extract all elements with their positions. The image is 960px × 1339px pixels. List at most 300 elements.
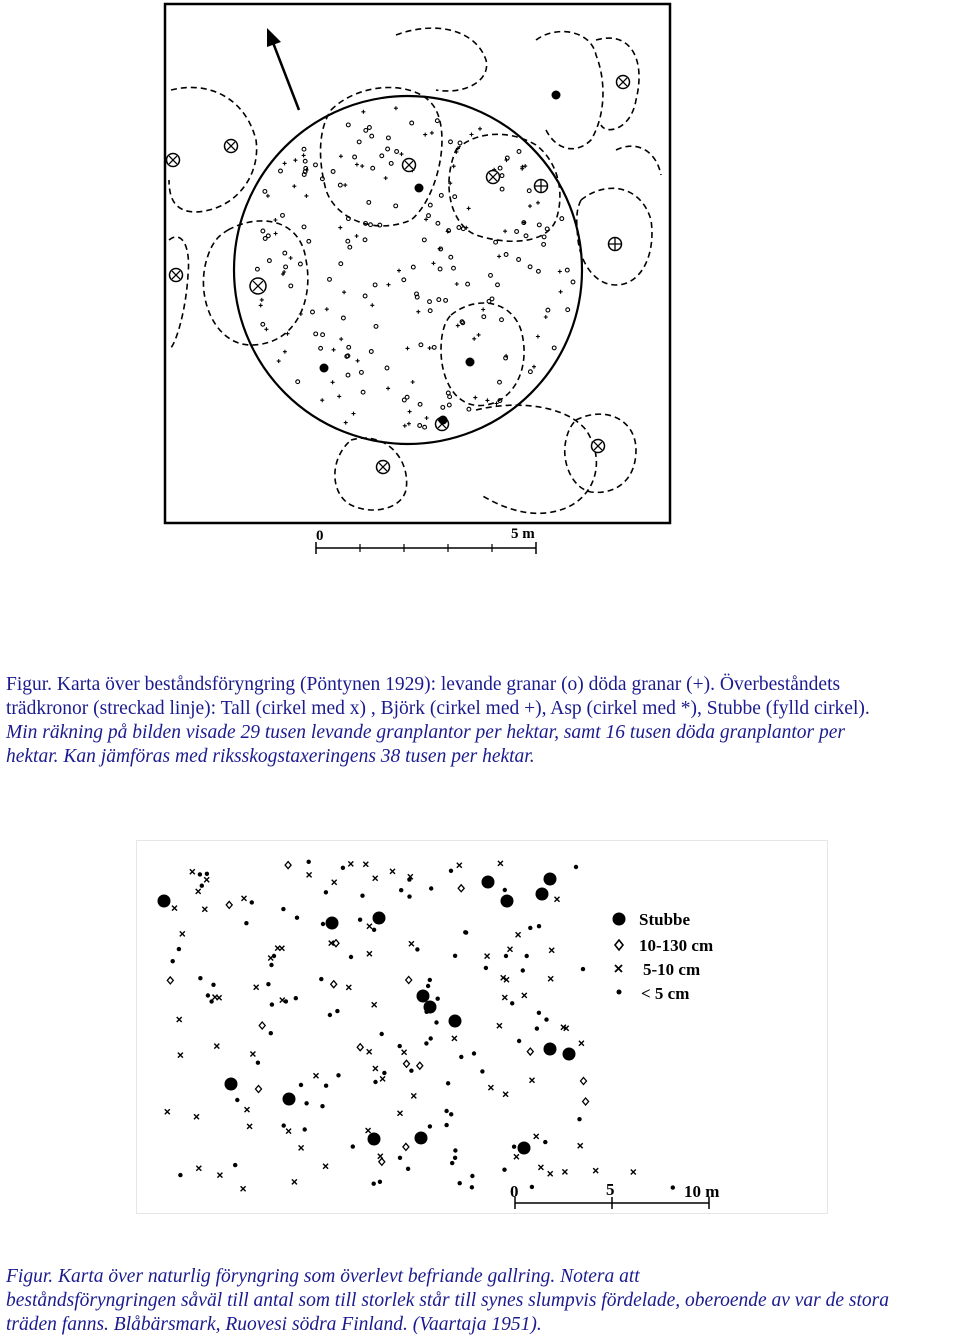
large-tree-marker bbox=[331, 981, 337, 988]
medium-tree-marker bbox=[562, 1169, 567, 1174]
living-spruce-marker bbox=[296, 380, 300, 384]
living-spruce-marker bbox=[302, 225, 306, 229]
living-spruce-marker bbox=[565, 268, 569, 272]
living-spruce-marker bbox=[314, 163, 318, 167]
small-tree-marker bbox=[358, 918, 362, 922]
stump-marker bbox=[563, 1048, 576, 1061]
medium-tree-marker bbox=[367, 924, 372, 929]
living-spruce-marker bbox=[338, 183, 342, 187]
small-tree-marker bbox=[472, 1051, 476, 1055]
dead-spruce-marker bbox=[430, 131, 434, 135]
medium-tree-marker bbox=[314, 1073, 319, 1078]
dead-spruce-marker bbox=[344, 421, 348, 425]
medium-tree-marker bbox=[390, 869, 395, 874]
stump-marker bbox=[482, 876, 495, 889]
small-tree-marker bbox=[409, 1069, 413, 1073]
dead-spruce-marker bbox=[259, 303, 263, 307]
living-spruce-marker bbox=[373, 283, 377, 287]
living-spruce-marker bbox=[500, 174, 504, 178]
medium-tree-marker bbox=[165, 1109, 170, 1114]
medium-tree-marker bbox=[578, 1143, 583, 1148]
living-spruce-marker bbox=[311, 310, 315, 314]
small-tree-marker bbox=[209, 999, 213, 1003]
dead-spruce-marker bbox=[361, 110, 365, 114]
small-tree-marker bbox=[453, 1148, 457, 1152]
living-spruce-marker bbox=[283, 251, 287, 255]
large-tree-marker bbox=[256, 1086, 262, 1093]
living-spruce-marker bbox=[307, 239, 311, 243]
small-tree-marker bbox=[328, 1013, 332, 1017]
living-spruce-marker bbox=[436, 221, 440, 225]
large-tree-marker bbox=[403, 1143, 409, 1150]
living-spruce-marker bbox=[439, 194, 443, 198]
dead-spruce-marker bbox=[356, 359, 360, 363]
medium-tree-marker bbox=[242, 896, 247, 901]
small-tree-marker bbox=[171, 959, 175, 963]
medium-tree-marker bbox=[516, 932, 521, 937]
small-tree-marker bbox=[250, 900, 254, 904]
legend-stump-icon bbox=[613, 913, 626, 926]
medium-tree-marker bbox=[367, 951, 372, 956]
legend-stump-label: Stubbe bbox=[639, 910, 691, 929]
medium-tree-marker bbox=[508, 947, 513, 952]
medium-tree-marker bbox=[286, 1129, 291, 1134]
medium-tree-marker bbox=[549, 948, 554, 953]
living-spruce-marker bbox=[419, 343, 423, 347]
small-tree-marker bbox=[446, 1081, 450, 1085]
living-spruce-marker bbox=[261, 322, 265, 326]
living-spruce-marker bbox=[449, 140, 453, 144]
dead-spruce-marker bbox=[423, 133, 427, 137]
legend-medium-icon bbox=[615, 965, 622, 972]
living-spruce-marker bbox=[363, 238, 367, 242]
small-tree-marker bbox=[453, 954, 457, 958]
living-spruce-marker bbox=[386, 147, 390, 151]
medium-tree-marker bbox=[488, 1085, 493, 1090]
small-tree-marker bbox=[537, 1011, 541, 1015]
medium-tree-marker bbox=[307, 872, 312, 877]
large-tree-marker bbox=[259, 1022, 265, 1029]
dead-spruce-marker bbox=[352, 412, 356, 416]
natural-regeneration-map bbox=[137, 841, 827, 1213]
living-spruce-marker bbox=[566, 308, 570, 312]
living-spruce-marker bbox=[545, 227, 549, 231]
scale2-end-label: 10 m bbox=[684, 1182, 720, 1201]
regeneration-map bbox=[136, 0, 704, 562]
living-spruce-marker bbox=[387, 136, 391, 140]
stump-marker bbox=[552, 91, 561, 100]
medium-tree-marker bbox=[367, 1049, 372, 1054]
living-spruce-marker bbox=[385, 366, 389, 370]
small-tree-marker bbox=[521, 968, 525, 972]
small-tree-marker bbox=[504, 954, 508, 958]
living-spruce-marker bbox=[422, 238, 426, 242]
scale-start-label: 0 bbox=[316, 528, 324, 544]
small-tree-marker bbox=[282, 1123, 286, 1127]
dead-spruce-marker bbox=[477, 333, 481, 337]
dead-spruce-marker bbox=[536, 335, 540, 339]
living-spruce-marker bbox=[537, 223, 541, 227]
small-tree-marker bbox=[407, 894, 411, 898]
stump-marker bbox=[424, 1001, 437, 1014]
small-tree-marker bbox=[543, 1140, 547, 1144]
dead-spruce-marker bbox=[544, 315, 548, 319]
tree-markers bbox=[158, 860, 676, 1192]
living-spruce-marker bbox=[302, 147, 306, 151]
living-spruce-marker bbox=[347, 345, 351, 349]
living-spruce-marker bbox=[263, 237, 267, 241]
caption1-line4: hektar. Kan jämföras med riksskogstaxeringens 38 tusen per hektar. bbox=[6, 746, 535, 767]
legend-small-icon bbox=[617, 990, 622, 995]
living-spruce-marker bbox=[517, 258, 521, 262]
dead-spruce-marker bbox=[331, 380, 335, 384]
sample-plot-circle bbox=[234, 96, 582, 444]
dead-spruce-marker bbox=[386, 386, 390, 390]
small-tree-marker bbox=[336, 1073, 340, 1077]
living-spruce-marker bbox=[498, 166, 502, 170]
small-tree-marker bbox=[266, 982, 270, 986]
large-tree-marker bbox=[167, 977, 173, 984]
small-tree-marker bbox=[382, 1071, 386, 1075]
living-spruce-marker bbox=[314, 332, 318, 336]
small-tree-marker bbox=[324, 890, 328, 894]
crown-outline bbox=[577, 188, 652, 285]
dead-spruce-marker bbox=[428, 346, 432, 350]
medium-tree-marker bbox=[593, 1168, 598, 1173]
living-spruce-marker bbox=[461, 227, 465, 231]
small-tree-marker bbox=[269, 963, 273, 967]
dead-spruce-marker bbox=[536, 201, 540, 205]
figure1-caption bbox=[6, 673, 954, 769]
dead-spruce-marker bbox=[260, 298, 264, 302]
living-spruce-marker bbox=[435, 119, 439, 123]
living-spruce-marker bbox=[256, 267, 260, 271]
crown-outline bbox=[565, 414, 636, 492]
living-spruce-marker bbox=[374, 325, 378, 329]
medium-tree-marker bbox=[217, 1173, 222, 1178]
dead-spruce-marker bbox=[339, 337, 343, 341]
small-tree-marker bbox=[270, 1002, 274, 1006]
small-tree-marker bbox=[399, 888, 403, 892]
dead-spruce-marker bbox=[559, 290, 563, 294]
living-spruce-marker bbox=[546, 308, 550, 312]
medium-tree-marker bbox=[254, 985, 259, 990]
living-spruce-marker bbox=[428, 309, 432, 313]
crown-outline bbox=[335, 438, 407, 510]
dead-spruce-marker bbox=[424, 217, 428, 221]
stump-marker bbox=[158, 895, 171, 908]
natural-regeneration-map-figure bbox=[136, 840, 828, 1214]
small-tree-marker bbox=[429, 1036, 433, 1040]
living-spruce-marker bbox=[263, 190, 267, 194]
dead-spruce-marker bbox=[302, 153, 306, 157]
legend-medium-label: 5-10 cm bbox=[643, 960, 701, 979]
small-tree-marker bbox=[380, 1032, 384, 1036]
medium-tree-marker bbox=[178, 1053, 183, 1058]
small-tree-marker bbox=[450, 1161, 454, 1165]
small-tree-marker bbox=[299, 1083, 303, 1087]
small-tree-marker bbox=[512, 1145, 516, 1149]
living-spruce-marker bbox=[339, 262, 343, 266]
small-tree-marker bbox=[577, 1117, 581, 1121]
stump-marker bbox=[501, 895, 514, 908]
large-tree-marker bbox=[581, 1078, 587, 1085]
medium-tree-marker bbox=[497, 1023, 502, 1028]
living-spruce-marker bbox=[394, 204, 398, 208]
living-spruce-marker bbox=[438, 267, 442, 271]
small-tree-marker bbox=[428, 1124, 432, 1128]
large-tree-marker bbox=[357, 1044, 363, 1051]
living-spruce-marker bbox=[517, 150, 521, 154]
small-tree-marker bbox=[244, 921, 248, 925]
living-spruce-marker bbox=[303, 159, 307, 163]
medium-tree-marker bbox=[247, 1124, 252, 1129]
medium-tree-marker bbox=[409, 941, 414, 946]
medium-tree-marker bbox=[498, 861, 503, 866]
medium-tree-marker bbox=[457, 863, 462, 868]
large-tree-marker bbox=[285, 862, 291, 869]
small-tree-marker bbox=[459, 1055, 463, 1059]
small-tree-marker bbox=[233, 1163, 237, 1167]
medium-tree-marker bbox=[579, 1041, 584, 1046]
small-tree-marker bbox=[429, 886, 433, 890]
crown-outline bbox=[321, 88, 442, 226]
scale2-mid-label: 5 bbox=[606, 1180, 615, 1199]
small-tree-marker bbox=[434, 1020, 438, 1024]
medium-tree-marker bbox=[522, 993, 527, 998]
small-tree-marker bbox=[537, 924, 541, 928]
living-spruce-marker bbox=[490, 297, 494, 301]
medium-tree-marker bbox=[514, 1154, 519, 1159]
small-tree-marker bbox=[525, 954, 529, 958]
dead-spruce-marker bbox=[478, 127, 482, 131]
dead-spruce-marker bbox=[338, 226, 342, 230]
small-tree-marker bbox=[372, 928, 376, 932]
living-spruce-marker bbox=[449, 255, 453, 259]
living-spruce-marker bbox=[402, 398, 406, 402]
stump-marker bbox=[544, 873, 557, 886]
living-spruce-marker bbox=[402, 278, 406, 282]
medium-tree-marker bbox=[241, 1186, 246, 1191]
living-spruce-marker bbox=[446, 391, 450, 395]
dead-spruce-marker bbox=[277, 359, 281, 363]
medium-tree-marker bbox=[380, 1076, 385, 1081]
dead-spruce-marker bbox=[299, 312, 303, 316]
stump-marker bbox=[449, 1015, 462, 1028]
medium-tree-marker bbox=[196, 889, 201, 894]
dead-spruce-marker bbox=[286, 332, 290, 336]
dead-spruce-marker bbox=[304, 194, 308, 198]
dead-spruce-marker bbox=[400, 152, 404, 156]
living-spruce-marker bbox=[418, 424, 422, 428]
stump-marker bbox=[415, 184, 424, 193]
small-tree-marker bbox=[671, 1185, 675, 1189]
medium-tree-marker bbox=[548, 1171, 553, 1176]
dead-spruce-marker bbox=[342, 290, 346, 294]
living-spruce-marker bbox=[369, 223, 373, 227]
living-spruce-marker bbox=[423, 425, 427, 429]
medium-tree-marker bbox=[245, 1107, 250, 1112]
small-tree-marker bbox=[269, 1031, 273, 1035]
dead-spruce-marker bbox=[332, 348, 336, 352]
crown-outline bbox=[169, 237, 189, 350]
dead-spruce-marker bbox=[558, 270, 562, 274]
dead-spruce-marker bbox=[452, 164, 456, 168]
small-tree-marker bbox=[424, 1041, 428, 1045]
small-tree-marker bbox=[458, 1181, 462, 1185]
small-tree-marker bbox=[444, 1109, 448, 1113]
stump-marker bbox=[320, 364, 329, 373]
medium-tree-marker bbox=[348, 861, 353, 866]
dead-spruce-marker bbox=[289, 256, 293, 260]
small-tree-marker bbox=[324, 1084, 328, 1088]
small-tree-marker bbox=[503, 888, 507, 892]
crown-outline bbox=[536, 32, 603, 149]
living-spruce-marker bbox=[279, 169, 283, 173]
living-spruce-marker bbox=[428, 300, 432, 304]
dead-spruce-marker bbox=[528, 204, 532, 208]
medium-tree-marker bbox=[180, 931, 185, 936]
stump-marker bbox=[544, 1043, 557, 1056]
living-spruce-marker bbox=[299, 262, 303, 266]
medium-tree-marker bbox=[363, 862, 368, 867]
living-spruce-marker bbox=[371, 166, 375, 170]
stump-marker bbox=[326, 917, 339, 930]
living-spruce-marker bbox=[457, 226, 461, 230]
crown-outlines bbox=[169, 28, 661, 513]
small-tree-marker bbox=[281, 907, 285, 911]
living-spruce-marker bbox=[432, 346, 436, 350]
medium-tree-marker bbox=[411, 1093, 416, 1098]
small-tree-marker bbox=[398, 1044, 402, 1048]
dead-spruce-marker bbox=[337, 394, 341, 398]
medium-tree-marker bbox=[631, 1170, 636, 1175]
stump-marker bbox=[417, 990, 430, 1003]
small-tree-marker bbox=[484, 966, 488, 970]
small-tree-marker bbox=[449, 1112, 453, 1116]
small-tree-marker bbox=[378, 1180, 382, 1184]
small-tree-marker bbox=[294, 996, 298, 1000]
living-spruce-marker bbox=[328, 278, 332, 282]
dead-spruce-marker bbox=[470, 133, 474, 137]
small-tree-marker bbox=[211, 983, 215, 987]
dead-spruce-marker bbox=[467, 206, 471, 210]
living-spruce-marker bbox=[346, 239, 350, 243]
medium-tree-marker bbox=[332, 880, 337, 885]
dead-spruce-marker bbox=[384, 176, 388, 180]
small-tree-marker bbox=[335, 1009, 339, 1013]
small-tree-marker bbox=[373, 1080, 377, 1084]
figure2-caption bbox=[6, 1265, 954, 1337]
medium-tree-marker bbox=[275, 946, 280, 951]
small-tree-marker bbox=[535, 1026, 539, 1030]
large-tree-marker bbox=[417, 1062, 423, 1069]
small-tree-marker bbox=[510, 1001, 514, 1005]
scale-bar-2 bbox=[510, 1180, 719, 1209]
small-tree-marker bbox=[303, 1127, 307, 1131]
living-spruce-marker bbox=[505, 156, 509, 160]
small-tree-marker bbox=[480, 1069, 484, 1073]
dead-spruce-marker bbox=[455, 282, 459, 286]
dead-spruce-marker bbox=[274, 232, 278, 236]
stump-marker bbox=[439, 416, 448, 425]
dead-spruce-marker bbox=[360, 164, 364, 168]
dead-spruce-marker bbox=[387, 283, 391, 287]
small-tree-marker bbox=[581, 967, 585, 971]
small-tree-marker bbox=[272, 954, 276, 958]
medium-tree-marker bbox=[172, 906, 177, 911]
living-spruce-marker bbox=[447, 403, 451, 407]
medium-tree-marker bbox=[534, 1134, 539, 1139]
plant-markers bbox=[167, 76, 630, 474]
large-tree-marker bbox=[333, 940, 339, 947]
living-spruce-marker bbox=[560, 217, 564, 221]
dead-spruce-marker bbox=[355, 163, 359, 167]
small-tree-marker bbox=[530, 1185, 534, 1189]
small-tree-marker bbox=[453, 1156, 457, 1160]
dead-spruce-marker bbox=[339, 154, 343, 158]
living-spruce-marker bbox=[360, 371, 364, 375]
living-spruce-marker bbox=[346, 373, 350, 377]
medium-tree-marker bbox=[177, 1017, 182, 1022]
medium-tree-marker bbox=[190, 869, 195, 874]
small-tree-marker bbox=[406, 1167, 410, 1171]
living-spruce-marker bbox=[504, 253, 508, 257]
living-spruce-marker bbox=[367, 201, 371, 205]
small-tree-marker bbox=[206, 993, 210, 997]
dead-spruce-marker bbox=[532, 365, 536, 369]
dead-spruce-marker bbox=[472, 337, 476, 341]
small-tree-marker bbox=[517, 1039, 521, 1043]
caption2-line2: beståndsföryngringen såväl till antal som till storlek står till synes slumpvis fördelade, oberoende av var de stora bbox=[6, 1290, 890, 1311]
dead-spruce-marker bbox=[411, 380, 415, 384]
medium-tree-marker bbox=[538, 1165, 543, 1170]
small-tree-marker bbox=[372, 1182, 376, 1186]
small-tree-marker bbox=[307, 860, 311, 864]
dead-spruce-marker bbox=[403, 424, 407, 428]
living-spruce-marker bbox=[498, 380, 502, 384]
dead-spruce-marker bbox=[406, 346, 410, 350]
scale2-start-label: 0 bbox=[510, 1182, 519, 1201]
small-tree-marker bbox=[321, 922, 325, 926]
medium-tree-marker bbox=[204, 877, 209, 882]
medium-tree-marker bbox=[202, 907, 207, 912]
small-tree-marker bbox=[528, 926, 532, 930]
large-tree-marker bbox=[404, 1060, 410, 1067]
medium-tree-marker bbox=[299, 1145, 304, 1150]
dead-spruce-marker bbox=[408, 410, 412, 414]
large-tree-marker bbox=[458, 885, 464, 892]
small-tree-marker bbox=[407, 877, 411, 881]
caption1-line3: Min räkning på bilden visade 29 tusen levande granplantor per hektar, samt 16 tusen döda granplantor per bbox=[6, 722, 845, 743]
living-spruce-marker bbox=[496, 283, 500, 287]
medium-tree-marker bbox=[346, 985, 351, 990]
small-tree-marker bbox=[349, 955, 353, 959]
living-spruce-marker bbox=[529, 370, 533, 374]
small-tree-marker bbox=[464, 930, 468, 934]
dead-spruce-marker bbox=[325, 307, 329, 311]
living-spruce-marker bbox=[281, 214, 285, 218]
large-tree-marker bbox=[379, 1158, 385, 1165]
living-spruce-marker bbox=[357, 140, 361, 144]
dead-spruce-marker bbox=[416, 310, 420, 314]
living-spruce-marker bbox=[437, 298, 441, 302]
legend-small-label: < 5 cm bbox=[641, 984, 690, 1003]
living-spruce-marker bbox=[528, 265, 532, 269]
dead-spruce-marker bbox=[266, 194, 270, 198]
living-spruce-marker bbox=[348, 245, 352, 249]
medium-tree-marker bbox=[373, 876, 378, 881]
